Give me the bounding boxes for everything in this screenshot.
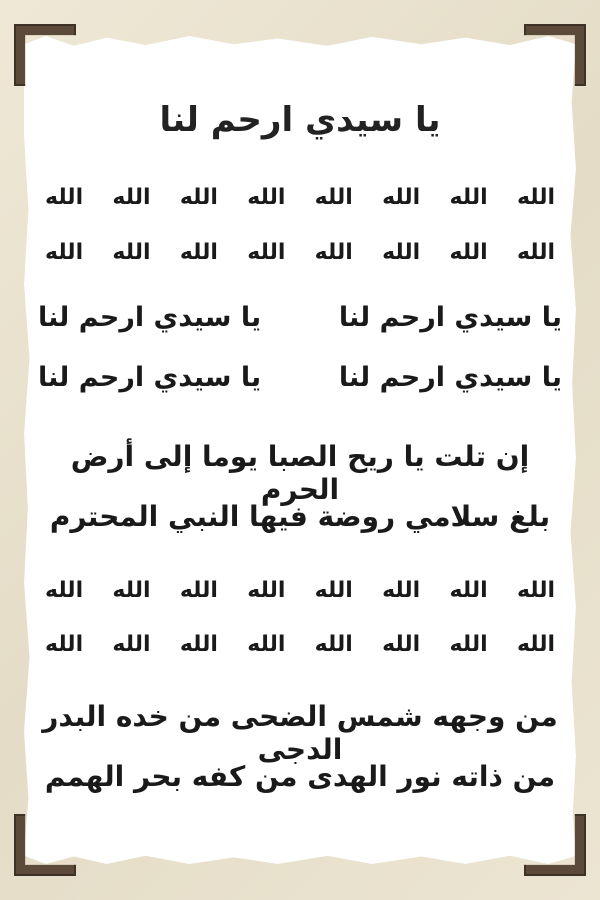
verse-1-line-1: إن تلت يا ريح الصبا يوما إلى أرض الحرم: [70, 440, 530, 506]
allah-word: الله: [382, 240, 421, 265]
allah-word: الله: [382, 632, 421, 657]
allah-word: الله: [314, 578, 353, 603]
allah-word: الله: [179, 185, 218, 210]
allah-word: الله: [449, 632, 488, 657]
allah-word: الله: [179, 632, 218, 657]
verse-2-line-1: من وجهه شمس الضحى من خده البدر الدجى: [42, 700, 558, 766]
verse-1-line-2: بلغ سلامي روضة فيها النبي المحترم: [49, 500, 551, 533]
allah-word: الله: [247, 240, 286, 265]
allah-word: الله: [179, 240, 218, 265]
allah-word: الله: [516, 240, 556, 265]
allah-word: الله: [516, 578, 556, 603]
allah-word: الله: [247, 578, 286, 603]
verse-2-line-2: من ذاته نور الهدى من كفه بحر الهمم: [44, 760, 556, 793]
allah-word: الله: [449, 578, 488, 603]
document-content: [30, 40, 570, 860]
couplet-phrase: يا سيدي ارحم لنا: [338, 302, 562, 333]
allah-word: الله: [44, 578, 84, 603]
allah-word: الله: [314, 240, 353, 265]
allah-word: الله: [112, 632, 151, 657]
allah-word: الله: [516, 632, 556, 657]
allah-word: الله: [449, 240, 488, 265]
allah-word: الله: [112, 240, 151, 265]
allah-row-4: [36, 632, 564, 657]
allah-word: الله: [314, 185, 353, 210]
page-title: يا سيدي ارحم لنا: [159, 100, 441, 140]
allah-word: الله: [44, 185, 84, 210]
allah-word: الله: [382, 185, 421, 210]
allah-row-1: [36, 185, 564, 210]
allah-row-2: [36, 240, 564, 265]
allah-row-3: [36, 578, 564, 603]
allah-word: الله: [247, 632, 286, 657]
allah-word: الله: [314, 632, 353, 657]
allah-word: الله: [382, 578, 421, 603]
couplet-row-1: [38, 302, 562, 333]
couplet-phrase: يا سيدي ارحم لنا: [38, 362, 262, 393]
allah-word: الله: [179, 578, 218, 603]
allah-word: الله: [449, 185, 488, 210]
allah-word: الله: [112, 185, 151, 210]
allah-word: الله: [247, 185, 286, 210]
couplet-row-2: [38, 362, 562, 393]
couplet-phrase: يا سيدي ارحم لنا: [338, 362, 562, 393]
allah-word: الله: [112, 578, 151, 603]
allah-word: الله: [516, 185, 556, 210]
allah-word: الله: [44, 240, 84, 265]
allah-word: الله: [44, 632, 84, 657]
couplet-phrase: يا سيدي ارحم لنا: [38, 302, 262, 333]
